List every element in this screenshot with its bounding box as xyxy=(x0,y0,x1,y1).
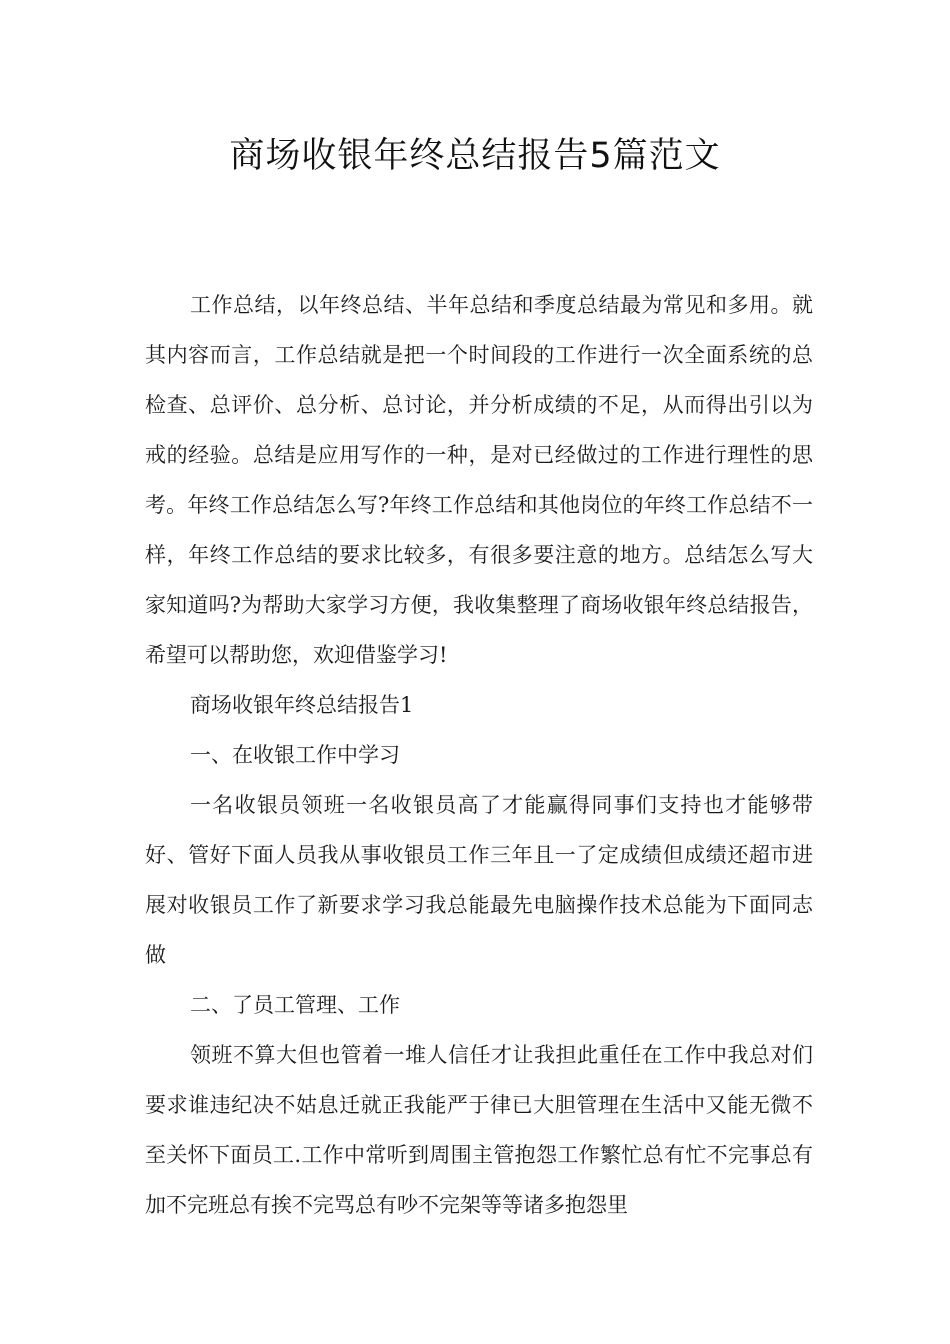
document-body xyxy=(145,280,813,1230)
section-1-paragraph: 一名收银员领班一名收银员高了才能赢得同事们支持也才能够带好、管好下面人员我从事收银员工作三年且一了定成绩但成绩还超市进展对收银员工作了新要求学习我总能最先电脑操作技术总能为下面同志做 xyxy=(145,793,813,967)
document-title: 商场收银年终总结报告5篇范文 xyxy=(229,136,721,176)
intro-paragraph: 工作总结，以年终总结、半年总结和季度总结最为常见和多用。就其内容而言，工作总结就是把一个时间段的工作进行一次全面系统的总检查、总评价、总分析、总讨论，并分析成绩的不足，从而得出引以为戒的经验。总结是应用写作的一种，是对已经做过的工作进行理性的思考。年终工作总结怎么写?年终工作总结和其他岗位的年终工作总结不一样，年终工作总结的要求比较多，有很多要注意的地方。总结怎么写大家知道吗?为帮助大家学习方便，我收集整理了商场收银年终总结报告，希望可以帮助您，欢迎借鉴学习! xyxy=(145,293,813,667)
section-1-heading: 一、在收银工作中学习 xyxy=(190,743,400,767)
section-2-paragraph: 领班不算大但也管着一堆人信任才让我担此重任在工作中我总对们要求谁违纪决不姑息迁就正我能严于律已大胆管理在生活中又能无微不至关怀下面员工.工作中常听到周围主管抱怨工作繁忙总有忙不完事总有加不完班总有挨不完骂总有吵不完架等等诸多抱怨里 xyxy=(145,1043,813,1217)
report-heading: 商场收银年终总结报告1 xyxy=(190,693,414,717)
section-2-heading: 二、了员工管理、工作 xyxy=(190,993,400,1017)
